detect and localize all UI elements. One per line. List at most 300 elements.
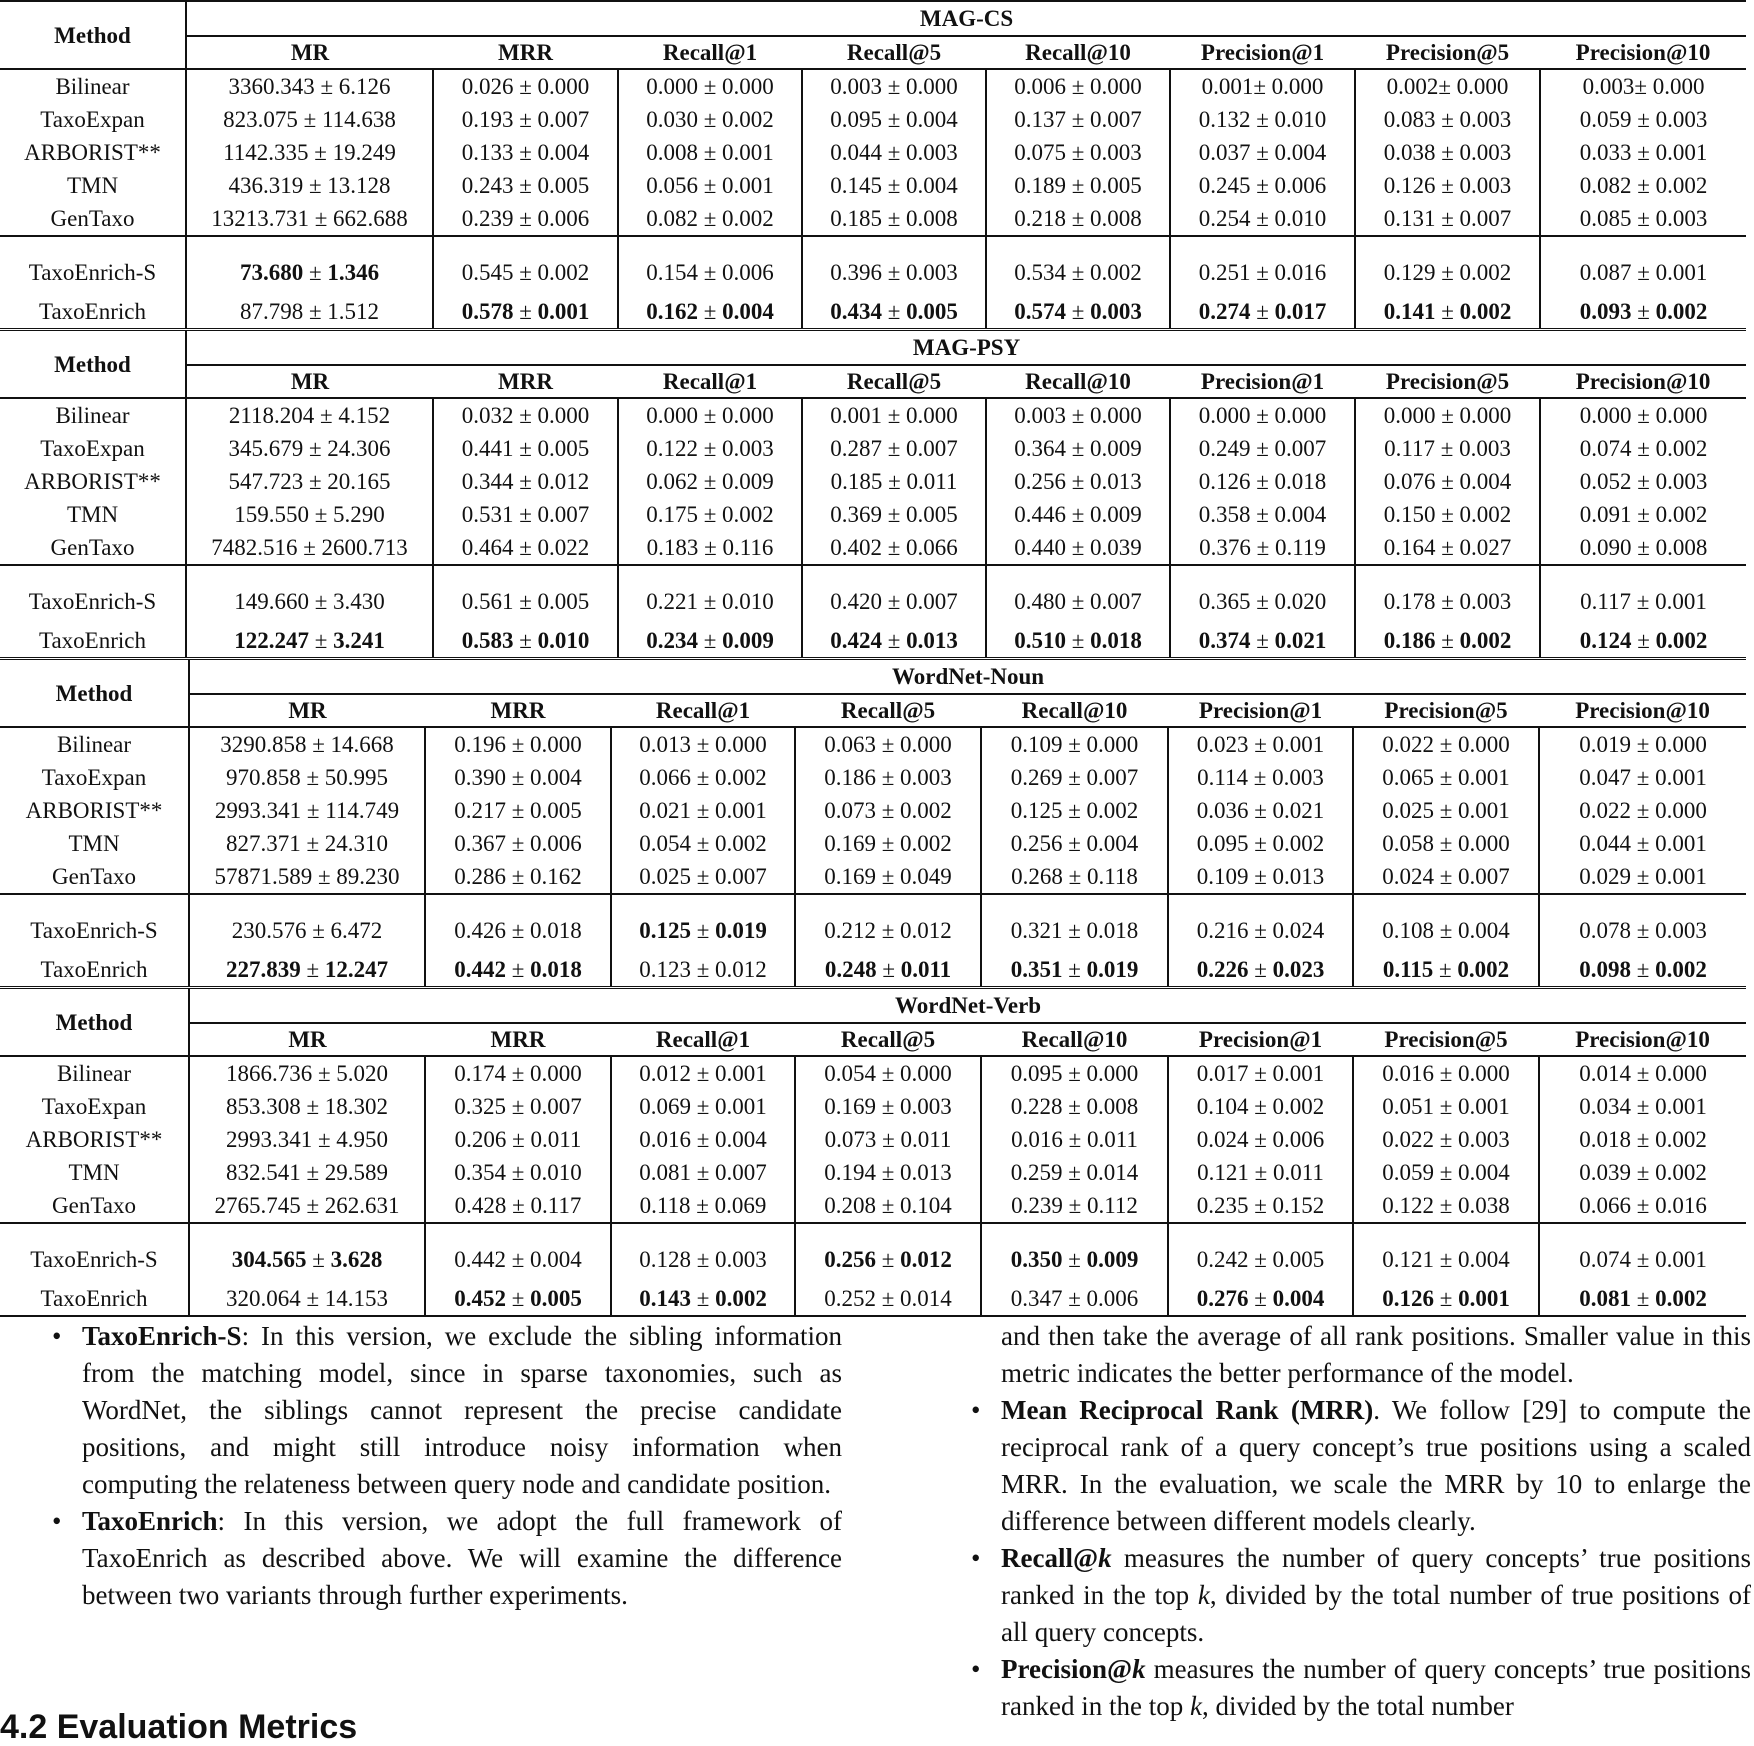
table-row [0, 236, 1746, 295]
term: Precision@k [1001, 1654, 1146, 1684]
method-header: Method [0, 1, 186, 69]
results-table [0, 657, 1746, 986]
method-cell: Bilinear [0, 69, 186, 103]
value-cell: 0.137 ± 0.007 [986, 103, 1170, 136]
value-cell: 0.480 ± 0.007 [986, 565, 1170, 624]
value-cell: 0.047 ± 0.001 [1539, 761, 1746, 794]
value-cell: 0.075 ± 0.003 [986, 136, 1170, 169]
value-cell: 0.025 ± 0.007 [611, 860, 795, 894]
value-cell: 0.059 ± 0.003 [1540, 103, 1746, 136]
table-row [0, 761, 1746, 794]
value-cell: 0.132 ± 0.010 [1170, 103, 1355, 136]
value-cell: 0.026 ± 0.000 [433, 69, 618, 103]
value-cell: 0.001± 0.000 [1170, 69, 1355, 103]
value-cell: 0.001 ± 0.000 [802, 398, 986, 432]
value-cell: 0.256 ± 0.012 [795, 1223, 981, 1282]
value-cell: 0.032 ± 0.000 [433, 398, 618, 432]
value-cell: 0.114 ± 0.003 [1168, 761, 1353, 794]
value-cell: 0.286 ± 0.162 [425, 860, 611, 894]
value-cell: 823.075 ± 114.638 [186, 103, 433, 136]
value-cell: 832.541 ± 29.589 [189, 1156, 425, 1189]
table-row [0, 565, 1746, 624]
value-cell: 0.259 ± 0.014 [981, 1156, 1168, 1189]
value-cell: 0.033 ± 0.001 [1540, 136, 1746, 169]
value-cell: 0.534 ± 0.002 [986, 236, 1170, 295]
item-body: measures the number of query concepts’ true positions ranked in the top k, divided by the total number of true positions of all query concepts. [1001, 1543, 1751, 1647]
method-cell: ARBORIST** [0, 1123, 189, 1156]
right-column [971, 1318, 1751, 1725]
column-header: MR [186, 365, 433, 398]
method-cell: ARBORIST** [0, 136, 186, 169]
value-cell: 0.256 ± 0.004 [981, 827, 1168, 860]
table-row [0, 1282, 1746, 1316]
value-cell: 0.452 ± 0.005 [425, 1282, 611, 1316]
value-cell: 0.364 ± 0.009 [986, 432, 1170, 465]
bullet: • [971, 1654, 981, 1684]
value-cell: 0.078 ± 0.003 [1539, 894, 1746, 953]
value-cell: 0.441 ± 0.005 [433, 432, 618, 465]
table-row [0, 498, 1746, 531]
value-cell: 0.098 ± 0.002 [1539, 953, 1746, 986]
column-header: Recall@10 [981, 1023, 1168, 1056]
method-cell: TMN [0, 169, 186, 202]
method-cell: Bilinear [0, 398, 186, 432]
value-cell: 0.268 ± 0.118 [981, 860, 1168, 894]
value-cell: 0.185 ± 0.011 [802, 465, 986, 498]
column-header: MRR [433, 36, 618, 69]
method-cell: Bilinear [0, 1056, 189, 1090]
value-cell: 0.012 ± 0.001 [611, 1056, 795, 1090]
value-cell: 0.390 ± 0.004 [425, 761, 611, 794]
value-cell: 0.117 ± 0.001 [1540, 565, 1746, 624]
table-row [0, 465, 1746, 498]
value-cell: 0.446 ± 0.009 [986, 498, 1170, 531]
value-cell: 0.578 ± 0.001 [433, 295, 618, 328]
value-cell: 0.044 ± 0.003 [802, 136, 986, 169]
value-cell: 0.141 ± 0.002 [1355, 295, 1540, 328]
value-cell: 0.510 ± 0.018 [986, 624, 1170, 657]
value-cell: 73.680 ± 1.346 [186, 236, 433, 295]
value-cell: 0.095 ± 0.000 [981, 1056, 1168, 1090]
value-cell: 2765.745 ± 262.631 [189, 1189, 425, 1223]
value-cell: 0.256 ± 0.013 [986, 465, 1170, 498]
method-cell: TaxoEnrich-S [0, 1223, 189, 1282]
value-cell: 0.287 ± 0.007 [802, 432, 986, 465]
value-cell: 227.839 ± 12.247 [189, 953, 425, 986]
table-row [0, 69, 1746, 103]
value-cell: 0.003± 0.000 [1540, 69, 1746, 103]
results-table [0, 328, 1746, 657]
value-cell: 0.095 ± 0.004 [802, 103, 986, 136]
value-cell: 0.347 ± 0.006 [981, 1282, 1168, 1316]
value-cell: 0.254 ± 0.010 [1170, 202, 1355, 236]
value-cell: 0.154 ± 0.006 [618, 236, 802, 295]
table-row [0, 794, 1746, 827]
value-cell: 0.206 ± 0.011 [425, 1123, 611, 1156]
value-cell: 2993.341 ± 4.950 [189, 1123, 425, 1156]
value-cell: 0.000 ± 0.000 [1170, 398, 1355, 432]
term: Recall@k [1001, 1543, 1112, 1573]
value-cell: 3290.858 ± 14.668 [189, 727, 425, 761]
value-cell: 0.126 ± 0.001 [1353, 1282, 1539, 1316]
value-cell: 0.402 ± 0.066 [802, 531, 986, 565]
column-header: Precision@5 [1353, 694, 1539, 727]
value-cell: 0.069 ± 0.001 [611, 1090, 795, 1123]
method-cell: TaxoEnrich-S [0, 565, 186, 624]
value-cell: 0.145 ± 0.004 [802, 169, 986, 202]
value-cell: 0.104 ± 0.002 [1168, 1090, 1353, 1123]
method-cell: TaxoEnrich [0, 953, 189, 986]
value-cell: 0.221 ± 0.010 [618, 565, 802, 624]
table-row [0, 103, 1746, 136]
value-cell: 0.117 ± 0.003 [1355, 432, 1540, 465]
column-header: Precision@10 [1540, 36, 1746, 69]
value-cell: 87.798 ± 1.512 [186, 295, 433, 328]
table-row [0, 531, 1746, 565]
value-cell: 0.164 ± 0.027 [1355, 531, 1540, 565]
value-cell: 0.150 ± 0.002 [1355, 498, 1540, 531]
results-table [0, 0, 1746, 328]
value-cell: 0.217 ± 0.005 [425, 794, 611, 827]
value-cell: 149.660 ± 3.430 [186, 565, 433, 624]
value-cell: 0.022 ± 0.000 [1353, 727, 1539, 761]
table-row [0, 624, 1746, 657]
list-item [971, 1392, 1751, 1540]
value-cell: 0.093 ± 0.002 [1540, 295, 1746, 328]
value-cell: 0.017 ± 0.001 [1168, 1056, 1353, 1090]
value-cell: 13213.731 ± 662.688 [186, 202, 433, 236]
column-header: Recall@5 [802, 365, 986, 398]
method-cell: TaxoEnrich-S [0, 236, 186, 295]
value-cell: 0.426 ± 0.018 [425, 894, 611, 953]
column-header: Precision@10 [1540, 365, 1746, 398]
column-header: Precision@1 [1170, 36, 1355, 69]
value-cell: 0.169 ± 0.002 [795, 827, 981, 860]
item-body: : In this version, we adopt the full framework of TaxoEnrich as described above. We will examine the difference between two variants through further experiments. [82, 1506, 842, 1610]
value-cell: 0.269 ± 0.007 [981, 761, 1168, 794]
value-cell: 0.000 ± 0.000 [618, 69, 802, 103]
table-row [0, 432, 1746, 465]
value-cell: 0.123 ± 0.012 [611, 953, 795, 986]
value-cell: 0.365 ± 0.020 [1170, 565, 1355, 624]
value-cell: 0.081 ± 0.002 [1539, 1282, 1746, 1316]
method-cell: TaxoEnrich [0, 624, 186, 657]
column-header: Recall@1 [618, 36, 802, 69]
value-cell: 0.014 ± 0.000 [1539, 1056, 1746, 1090]
value-cell: 0.442 ± 0.018 [425, 953, 611, 986]
value-cell: 304.565 ± 3.628 [189, 1223, 425, 1282]
value-cell: 0.000 ± 0.000 [618, 398, 802, 432]
value-cell: 0.574 ± 0.003 [986, 295, 1170, 328]
value-cell: 970.858 ± 50.995 [189, 761, 425, 794]
value-cell: 0.036 ± 0.021 [1168, 794, 1353, 827]
value-cell: 0.234 ± 0.009 [618, 624, 802, 657]
value-cell: 0.121 ± 0.004 [1353, 1223, 1539, 1282]
value-cell: 0.350 ± 0.009 [981, 1223, 1168, 1282]
term: TaxoEnrich-S [82, 1321, 242, 1351]
value-cell: 0.354 ± 0.010 [425, 1156, 611, 1189]
dataset-title: MAG-CS [186, 1, 1746, 36]
column-header: Precision@5 [1353, 1023, 1539, 1056]
value-cell: 0.063 ± 0.000 [795, 727, 981, 761]
value-cell: 0.162 ± 0.004 [618, 295, 802, 328]
column-header: Recall@1 [611, 694, 795, 727]
value-cell: 0.125 ± 0.002 [981, 794, 1168, 827]
value-cell: 0.006 ± 0.000 [986, 69, 1170, 103]
table-row [0, 1223, 1746, 1282]
continuation-text: and then take the average of all rank positions. Smaller value in this metric indicates the better performance of the model. [1001, 1321, 1751, 1388]
column-header: MR [186, 36, 433, 69]
table-row [0, 894, 1746, 953]
value-cell: 0.074 ± 0.002 [1540, 432, 1746, 465]
table-row [0, 727, 1746, 761]
column-header: Recall@1 [611, 1023, 795, 1056]
value-cell: 0.121 ± 0.011 [1168, 1156, 1353, 1189]
value-cell: 0.091 ± 0.002 [1540, 498, 1746, 531]
column-header: Recall@5 [802, 36, 986, 69]
method-cell: GenTaxo [0, 202, 186, 236]
value-cell: 0.242 ± 0.005 [1168, 1223, 1353, 1282]
method-header: Method [0, 988, 189, 1057]
value-cell: 0.125 ± 0.019 [611, 894, 795, 953]
value-cell: 0.374 ± 0.021 [1170, 624, 1355, 657]
method-cell: TMN [0, 498, 186, 531]
value-cell: 0.109 ± 0.000 [981, 727, 1168, 761]
value-cell: 0.090 ± 0.008 [1540, 531, 1746, 565]
table-row [0, 398, 1746, 432]
value-cell: 0.083 ± 0.003 [1355, 103, 1540, 136]
table-row [0, 1056, 1746, 1090]
value-cell: 0.252 ± 0.014 [795, 1282, 981, 1316]
value-cell: 0.561 ± 0.005 [433, 565, 618, 624]
value-cell: 0.066 ± 0.016 [1539, 1189, 1746, 1223]
column-header: Recall@1 [618, 365, 802, 398]
value-cell: 0.095 ± 0.002 [1168, 827, 1353, 860]
value-cell: 0.193 ± 0.007 [433, 103, 618, 136]
value-cell: 0.030 ± 0.002 [618, 103, 802, 136]
table-row [0, 1123, 1746, 1156]
list-item [52, 1318, 842, 1503]
value-cell: 0.186 ± 0.003 [795, 761, 981, 794]
value-cell: 0.169 ± 0.049 [795, 860, 981, 894]
value-cell: 0.126 ± 0.003 [1355, 169, 1540, 202]
value-cell: 2993.341 ± 114.749 [189, 794, 425, 827]
value-cell: 0.076 ± 0.004 [1355, 465, 1540, 498]
item-body: . We follow [29] to compute the reciprocal rank of a query concept’s true positions using a scaled MRR. In the evaluation, we scale the MRR by 10 to enlarge the difference between different models clearly. [1001, 1395, 1751, 1536]
column-header: Precision@1 [1168, 1023, 1353, 1056]
value-cell: 0.039 ± 0.002 [1539, 1156, 1746, 1189]
value-cell: 0.109 ± 0.013 [1168, 860, 1353, 894]
method-cell: TaxoEnrich [0, 1282, 189, 1316]
method-cell: GenTaxo [0, 860, 189, 894]
table-row [0, 1090, 1746, 1123]
value-cell: 0.545 ± 0.002 [433, 236, 618, 295]
list-item [971, 1651, 1751, 1725]
column-header: MR [189, 1023, 425, 1056]
bullet: • [52, 1321, 62, 1351]
value-cell: 0.464 ± 0.022 [433, 531, 618, 565]
value-cell: 0.087 ± 0.001 [1540, 236, 1746, 295]
value-cell: 1142.335 ± 19.249 [186, 136, 433, 169]
value-cell: 0.025 ± 0.001 [1353, 794, 1539, 827]
item-body: measures the number of query concepts’ true positions ranked in the top k, divided by the total number [1001, 1654, 1751, 1721]
value-cell: 0.082 ± 0.002 [618, 202, 802, 236]
column-header: Precision@10 [1539, 1023, 1746, 1056]
value-cell: 0.085 ± 0.003 [1540, 202, 1746, 236]
value-cell: 0.059 ± 0.004 [1353, 1156, 1539, 1189]
value-cell: 0.216 ± 0.024 [1168, 894, 1353, 953]
method-cell: TMN [0, 827, 189, 860]
value-cell: 0.249 ± 0.007 [1170, 432, 1355, 465]
value-cell: 0.018 ± 0.002 [1539, 1123, 1746, 1156]
value-cell: 0.016 ± 0.000 [1353, 1056, 1539, 1090]
value-cell: 0.175 ± 0.002 [618, 498, 802, 531]
value-cell: 0.108 ± 0.004 [1353, 894, 1539, 953]
table-row [0, 202, 1746, 236]
value-cell: 0.251 ± 0.016 [1170, 236, 1355, 295]
value-cell: 0.208 ± 0.104 [795, 1189, 981, 1223]
value-cell: 0.243 ± 0.005 [433, 169, 618, 202]
value-cell: 0.124 ± 0.002 [1540, 624, 1746, 657]
value-cell: 0.183 ± 0.116 [618, 531, 802, 565]
column-header: MRR [433, 365, 618, 398]
value-cell: 436.319 ± 13.128 [186, 169, 433, 202]
value-cell: 0.129 ± 0.002 [1355, 236, 1540, 295]
value-cell: 0.122 ± 0.003 [618, 432, 802, 465]
method-cell: ARBORIST** [0, 794, 189, 827]
column-header: Recall@10 [986, 365, 1170, 398]
value-cell: 0.396 ± 0.003 [802, 236, 986, 295]
value-cell: 0.034 ± 0.001 [1539, 1090, 1746, 1123]
value-cell: 0.212 ± 0.012 [795, 894, 981, 953]
value-cell: 0.081 ± 0.007 [611, 1156, 795, 1189]
value-cell: 0.218 ± 0.008 [986, 202, 1170, 236]
list-item [971, 1540, 1751, 1651]
value-cell: 0.023 ± 0.001 [1168, 727, 1353, 761]
value-cell: 0.178 ± 0.003 [1355, 565, 1540, 624]
value-cell: 0.073 ± 0.002 [795, 794, 981, 827]
value-cell: 0.434 ± 0.005 [802, 295, 986, 328]
table-row [0, 136, 1746, 169]
value-cell: 0.003 ± 0.000 [986, 398, 1170, 432]
value-cell: 0.344 ± 0.012 [433, 465, 618, 498]
bullet: • [971, 1543, 981, 1573]
method-cell: TaxoEnrich-S [0, 894, 189, 953]
value-cell: 0.016 ± 0.011 [981, 1123, 1168, 1156]
method-cell: TaxoExpan [0, 761, 189, 794]
value-cell: 0.013 ± 0.000 [611, 727, 795, 761]
table-row [0, 169, 1746, 202]
value-cell: 320.064 ± 14.153 [189, 1282, 425, 1316]
value-cell: 547.723 ± 20.165 [186, 465, 433, 498]
list-item [52, 1503, 842, 1614]
column-header: Recall@10 [986, 36, 1170, 69]
value-cell: 0.024 ± 0.006 [1168, 1123, 1353, 1156]
value-cell: 0.196 ± 0.000 [425, 727, 611, 761]
column-header: Precision@10 [1539, 694, 1746, 727]
table-row [0, 1189, 1746, 1223]
dataset-title: WordNet-Verb [189, 988, 1746, 1024]
value-cell: 1866.736 ± 5.020 [189, 1056, 425, 1090]
results-table [0, 986, 1746, 1317]
value-cell: 0.325 ± 0.007 [425, 1090, 611, 1123]
value-cell: 0.143 ± 0.002 [611, 1282, 795, 1316]
value-cell: 0.239 ± 0.112 [981, 1189, 1168, 1223]
value-cell: 0.185 ± 0.008 [802, 202, 986, 236]
value-cell: 0.044 ± 0.001 [1539, 827, 1746, 860]
value-cell: 0.062 ± 0.009 [618, 465, 802, 498]
method-cell: Bilinear [0, 727, 189, 761]
value-cell: 0.189 ± 0.005 [986, 169, 1170, 202]
method-cell: TaxoExpan [0, 103, 186, 136]
value-cell: 0.194 ± 0.013 [795, 1156, 981, 1189]
value-cell: 230.576 ± 6.472 [189, 894, 425, 953]
body-text [0, 1318, 1754, 1746]
value-cell: 0.235 ± 0.152 [1168, 1189, 1353, 1223]
method-cell: TaxoExpan [0, 1090, 189, 1123]
column-header: MR [189, 694, 425, 727]
value-cell: 0.174 ± 0.000 [425, 1056, 611, 1090]
value-cell: 0.115 ± 0.002 [1353, 953, 1539, 986]
column-header: MRR [425, 694, 611, 727]
value-cell: 0.128 ± 0.003 [611, 1223, 795, 1282]
value-cell: 0.074 ± 0.001 [1539, 1223, 1746, 1282]
section-heading: 4.2 Evaluation Metrics [0, 1708, 358, 1746]
column-header: Recall@10 [981, 694, 1168, 727]
value-cell: 0.024 ± 0.007 [1353, 860, 1539, 894]
value-cell: 0.276 ± 0.004 [1168, 1282, 1353, 1316]
value-cell: 2118.204 ± 4.152 [186, 398, 433, 432]
column-header: Recall@5 [795, 1023, 981, 1056]
left-column [52, 1318, 842, 1614]
bullet: • [52, 1506, 62, 1536]
value-cell: 0.073 ± 0.011 [795, 1123, 981, 1156]
value-cell: 0.056 ± 0.001 [618, 169, 802, 202]
value-cell: 0.021 ± 0.001 [611, 794, 795, 827]
value-cell: 3360.343 ± 6.126 [186, 69, 433, 103]
dataset-title: MAG-PSY [186, 330, 1746, 366]
value-cell: 0.058 ± 0.000 [1353, 827, 1539, 860]
method-header: Method [0, 330, 186, 399]
method-cell: ARBORIST** [0, 465, 186, 498]
value-cell: 0.351 ± 0.019 [981, 953, 1168, 986]
value-cell: 0.583 ± 0.010 [433, 624, 618, 657]
value-cell: 0.274 ± 0.017 [1170, 295, 1355, 328]
column-header: Precision@5 [1355, 365, 1540, 398]
value-cell: 0.239 ± 0.006 [433, 202, 618, 236]
value-cell: 0.019 ± 0.000 [1539, 727, 1746, 761]
value-cell: 0.428 ± 0.117 [425, 1189, 611, 1223]
value-cell: 0.531 ± 0.007 [433, 498, 618, 531]
value-cell: 0.054 ± 0.000 [795, 1056, 981, 1090]
value-cell: 0.424 ± 0.013 [802, 624, 986, 657]
value-cell: 0.003 ± 0.000 [802, 69, 986, 103]
item-body: : In this version, we exclude the sibling information from the matching model, since in sparse taxonomies, such as WordNet, the siblings cannot represent the precise candidate positions, and might still introduce noisy information when computing the relateness between query node and candidate position. [82, 1321, 842, 1499]
bullet: • [971, 1395, 981, 1425]
value-cell: 0.228 ± 0.008 [981, 1090, 1168, 1123]
value-cell: 0.440 ± 0.039 [986, 531, 1170, 565]
table-row [0, 295, 1746, 328]
value-cell: 0.082 ± 0.002 [1540, 169, 1746, 202]
value-cell: 345.679 ± 24.306 [186, 432, 433, 465]
table-row [0, 1156, 1746, 1189]
value-cell: 0.126 ± 0.018 [1170, 465, 1355, 498]
value-cell: 0.131 ± 0.007 [1355, 202, 1540, 236]
value-cell: 0.358 ± 0.004 [1170, 498, 1355, 531]
method-cell: TaxoExpan [0, 432, 186, 465]
value-cell: 0.420 ± 0.007 [802, 565, 986, 624]
value-cell: 0.002± 0.000 [1355, 69, 1540, 103]
